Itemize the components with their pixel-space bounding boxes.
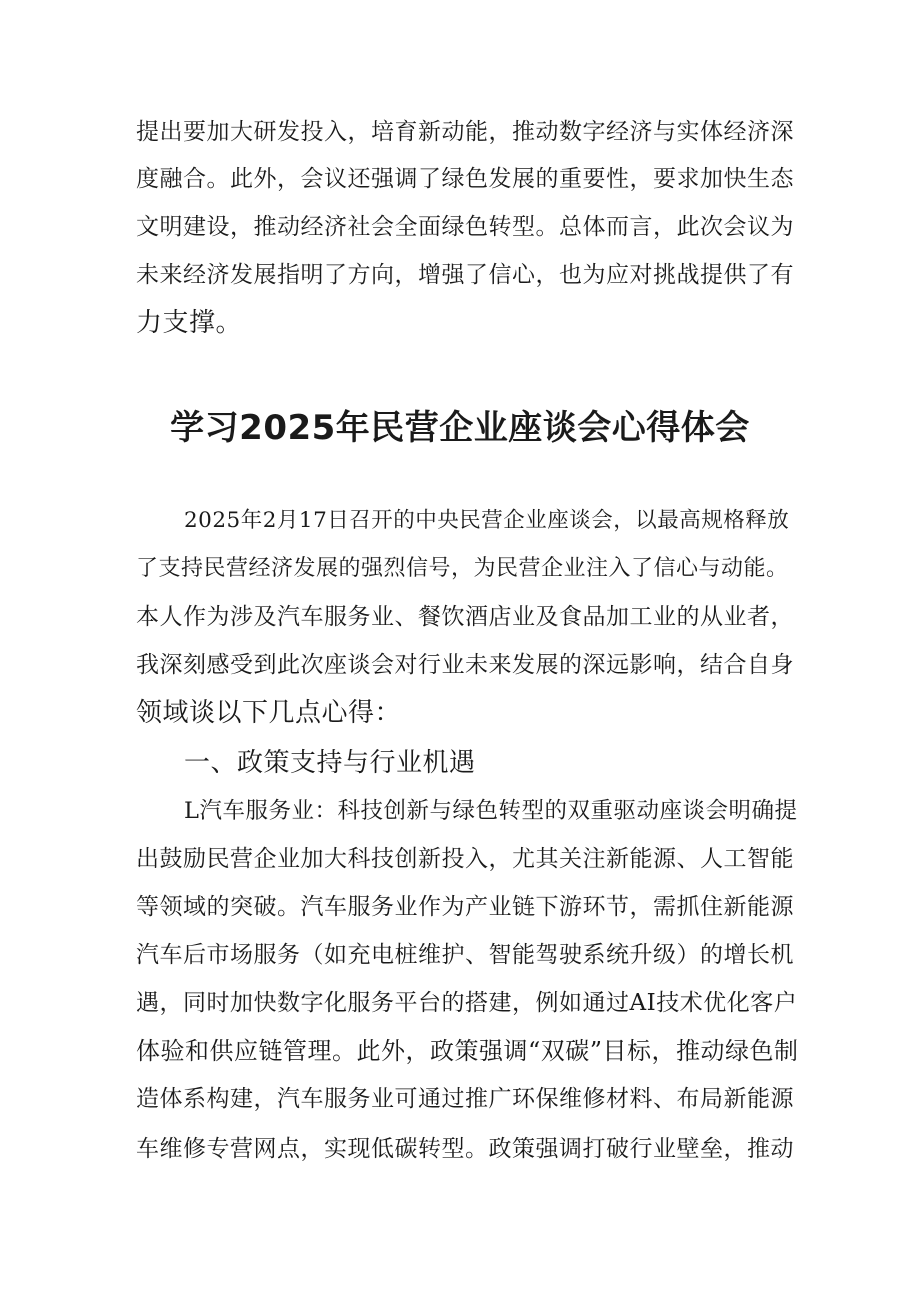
paragraph-line: 2025年2月17日召开的中央民营企业座谈会，以最高规格释放 [184,508,790,533]
section-heading: 一、政策支持与行业机遇 [184,748,476,778]
paragraph-line: 汽车后市场服务（如充电桩维护、智能驾驶系统升级）的增长机 [136,942,794,968]
paragraph-line: 我深刻感受到此次座谈会对行业未来发展的深远影响，结合自身 [136,652,794,678]
document-title: 学习2025年民营企业座谈会心得体会 [170,408,750,448]
paragraph-line: 遇，同时加快数字化服务平台的搭建，例如通过AI技术优化客户 [136,990,798,1016]
paragraph-line: 力支撑。 [136,308,243,338]
paragraph-line: 提出要加大研发投入，培育新动能，推动数字经济与实体经济深 [136,119,794,145]
paragraph-line: 领域谈以下几点心得： [136,698,402,728]
paragraph-line: 了支持民营经济发展的强烈信号，为民营企业注入了信心与动能。 [136,556,789,581]
paragraph-line: 造体系构建，汽车服务业可通过推广环保维修材料、布局新能源 [136,1086,794,1112]
paragraph-line: 本人作为涉及汽车服务业、餐饮酒店业及食品加工业的从业者， [136,604,794,630]
paragraph-line: 车维修专营网点，实现低碳转型。政策强调打破行业壁垒，推动 [136,1136,794,1162]
paragraph-line: 体验和供应链管理。此外，政策强调“双碳”目标，推动绿色制 [136,1037,799,1065]
paragraph-line: 出鼓励民营企业加大科技创新投入，尤其关注新能源、人工智能 [136,846,794,872]
paragraph-line: 未来经济发展指明了方向，增强了信心，也为应对挑战提供了有 [136,262,794,288]
paragraph-line: 等领域的突破。汽车服务业作为产业链下游环节，需抓住新能源 [136,894,794,920]
paragraph-line: 文明建设，推动经济社会全面绿色转型。总体而言，此次会议为 [136,214,794,240]
paragraph-line: L汽车服务业：科技创新与绿色转型的双重驱动座谈会明确提 [184,798,798,824]
paragraph-line: 度融合。此外，会议还强调了绿色发展的重要性，要求加快生态 [136,166,794,192]
